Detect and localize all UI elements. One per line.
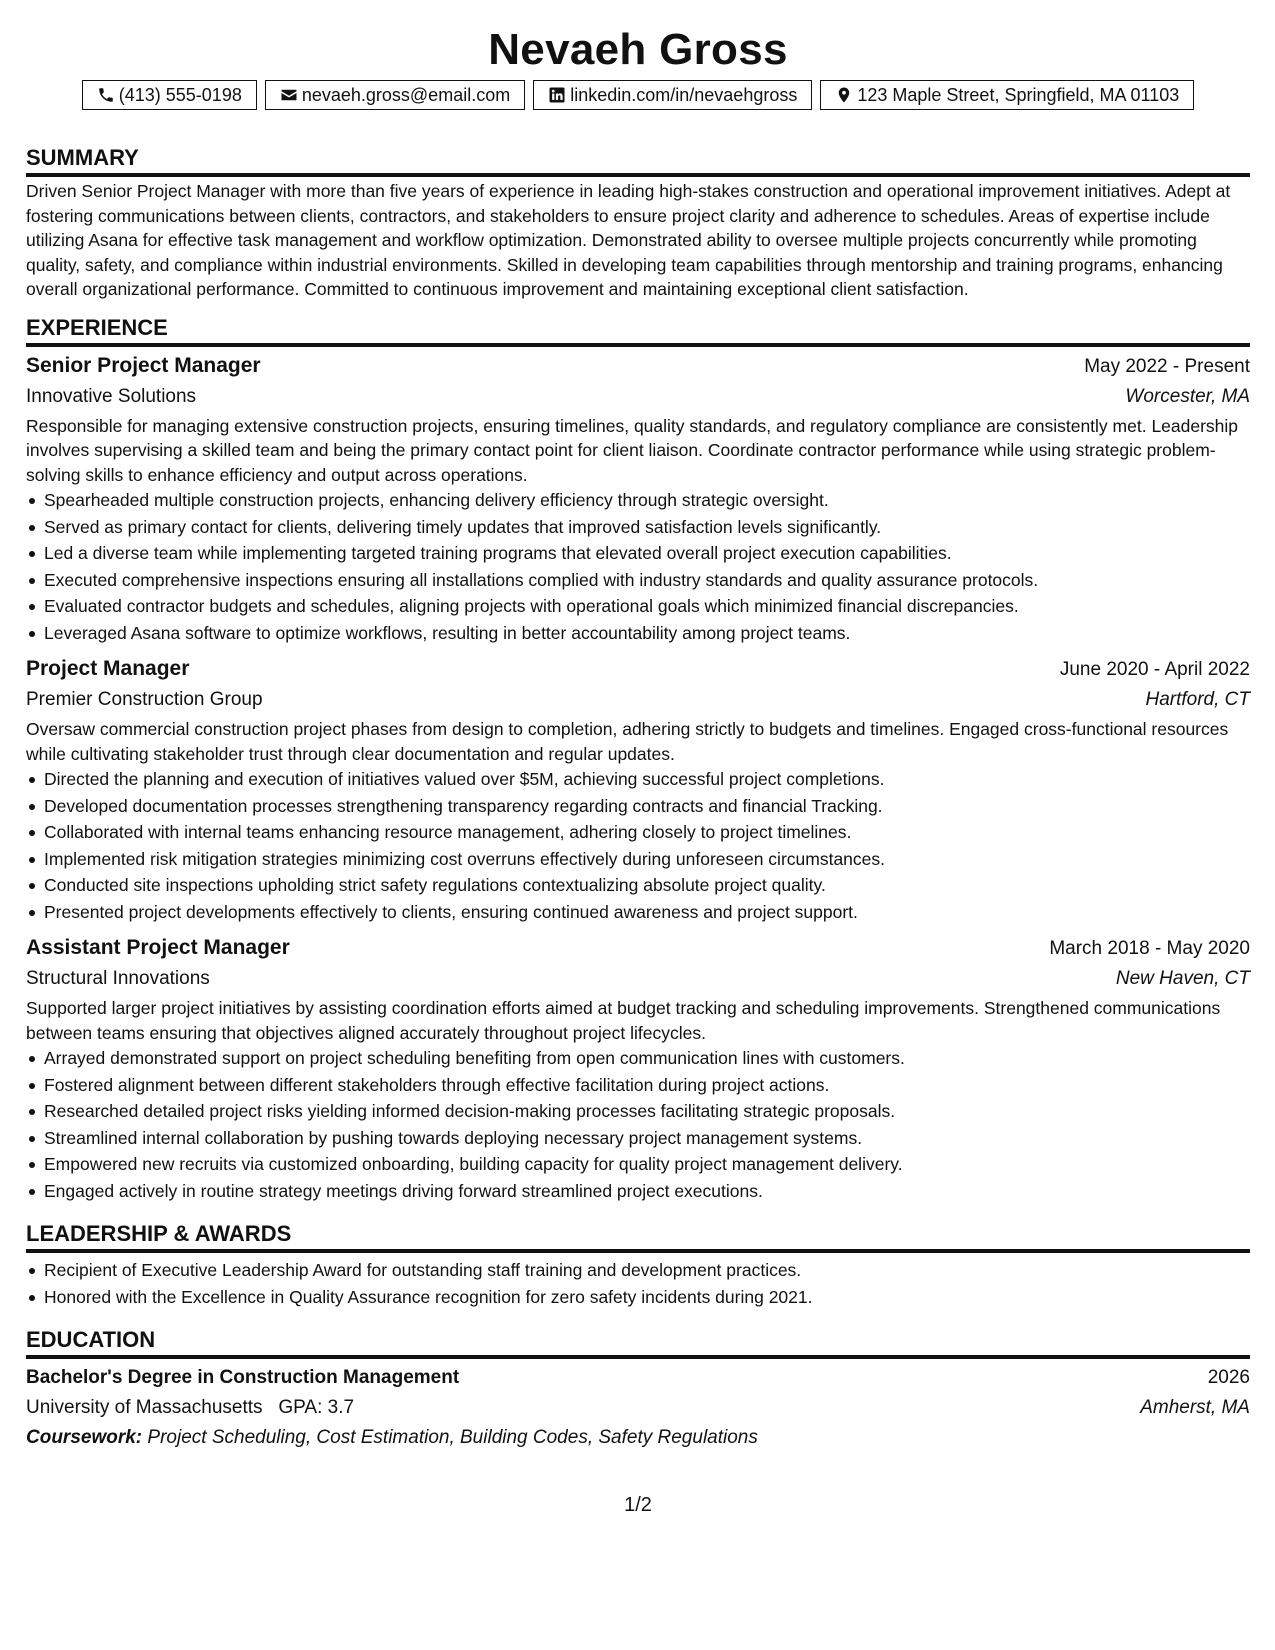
school-line [26, 1393, 354, 1423]
job-title: Project Manager [26, 657, 190, 680]
contact-address [820, 80, 1194, 110]
job-dates: May 2022 - Present [1084, 355, 1250, 377]
job-description: Supported larger project initiatives by assisting coordination efforts aimed at budget tracking and scheduling improvements. Strengthened communications between teams ensuring that objectives aligned accurately throughout project lifecycles. [26, 998, 1221, 1043]
bullet-item: Empowered new recruits via customized onboarding, building capacity for quality project management delivery. [44, 1151, 1250, 1178]
email-text: nevaeh.gross@email.com [301, 85, 511, 105]
job-title: Senior Project Manager [26, 353, 261, 377]
bullet-item: Served as primary contact for clients, delivering timely updates that improved satisfaction levels significantly. [44, 514, 1250, 541]
contact-email [265, 80, 525, 110]
bullet-item: Leveraged Asana software to optimize workflows, resulting in better accountability among project teams. [44, 620, 1250, 647]
summary-text: Driven Senior Project Manager with more than five years of experience in leading high-stakes construction and operational improvement initiatives. Adept at fostering communications between clients, contractors, and stakeholders to ensure project clarity and adherence to schedules. Areas of expertise include utilizing Asana for effective task management and workflow optimization. Demonstrated ability to oversee multiple projects concurrently while promoting quality, safety, and compliance within industrial environments. Skilled in developing team capabilities through mentorship and training programs, enhancing overall organizational performance. Committed to continuous improvement and maintaining exceptional client satisfaction. [26, 181, 1231, 299]
school-location: Amherst, MA [1140, 1397, 1250, 1418]
coursework-label: Coursework: [26, 1427, 143, 1448]
job-location: Hartford, CT [1145, 689, 1250, 710]
candidate-name: Nevaeh Gross [488, 25, 788, 74]
degree-name: Bachelor's Degree in Construction Management [26, 1367, 460, 1388]
company-name: Structural Innovations [26, 968, 210, 989]
graduation-year: 2026 [1207, 1367, 1250, 1388]
job-description: Responsible for managing extensive construction projects, ensuring timelines, quality standards, and regulatory compliance are consistently met. Leadership involves supervising a skilled team and being the primary contact point for client liaison. Coordinate contractor performance while using strategic problem-solving skills to enhance efficiency and output across operations. [26, 415, 1239, 485]
bullet-item: Recipient of Executive Leadership Award for outstanding staff training and development practices. [44, 1257, 1250, 1284]
experience-section [26, 314, 1250, 1205]
linkedin-icon [548, 86, 566, 104]
linkedin-text: linkedin.com/in/nevaehgross [570, 85, 798, 105]
bullet-item: Arrayed demonstrated support on project scheduling benefiting from open communication lines with customers. [44, 1045, 1250, 1072]
bullet-item: Implemented risk mitigation strategies minimizing cost overruns effectively during unforeseen circumstances. [44, 846, 1250, 873]
bullet-item: Developed documentation processes strengthening transparency regarding contracts and financial Tracking. [44, 793, 1250, 820]
bullet-item: Conducted site inspections upholding strict safety regulations contextualizing absolute project quality. [44, 872, 1250, 899]
job-bullets [26, 1045, 1250, 1204]
company-name: Premier Construction Group [26, 689, 263, 710]
contact-phone [82, 80, 257, 110]
job-bullets [26, 487, 1250, 646]
bullet-item: Engaged actively in routine strategy meetings driving forward streamlined project executions. [44, 1178, 1250, 1205]
bullet-item: Fostered alignment between different stakeholders through effective facilitation during project actions. [44, 1072, 1250, 1099]
contact-linkedin [533, 80, 812, 110]
job-dates: March 2018 - May 2020 [1049, 938, 1250, 959]
school-name: University of Massachusetts [26, 1397, 263, 1418]
leadership-section [26, 1220, 1250, 1310]
job-location: Worcester, MA [1125, 385, 1250, 407]
bullet-item: Honored with the Excellence in Quality Assurance recognition for zero safety incidents during 2021. [44, 1284, 1250, 1311]
coursework-list: Project Scheduling, Cost Estimation, Building Codes, Safety Regulations [147, 1427, 758, 1448]
bullet-item: Executed comprehensive inspections ensuring all installations complied with industry standards and quality assurance protocols. [44, 567, 1250, 594]
bullet-item: Led a diverse team while implementing targeted training programs that elevated overall project execution capabilities. [44, 540, 1250, 567]
section-title-experience: EXPERIENCE [26, 314, 1250, 347]
section-title-summary: SUMMARY [26, 144, 1250, 177]
bullet-item: Spearheaded multiple construction projects, enhancing delivery efficiency through strategic oversight. [44, 487, 1250, 514]
address-text: 123 Maple Street, Springfield, MA 01103 [857, 85, 1180, 105]
gpa: GPA: 3.7 [278, 1397, 355, 1418]
education-section [26, 1326, 1250, 1453]
bullet-item: Researched detailed project risks yielding informed decision-making processes facilitating strategic proposals. [44, 1098, 1250, 1125]
job-entry [26, 351, 1250, 647]
section-title-leadership: LEADERSHIP & AWARDS [26, 1220, 1250, 1253]
map-pin-icon [835, 86, 853, 104]
contact-bar [26, 80, 1250, 110]
phone-icon [97, 86, 115, 104]
job-dates: June 2020 - April 2022 [1059, 659, 1250, 680]
bullet-item: Collaborated with internal teams enhancing resource management, adhering closely to project timelines. [44, 819, 1250, 846]
job-entry [26, 654, 1250, 925]
job-description: Oversaw commercial construction project phases from design to completion, adhering strictly to budgets and timelines. Engaged cross-functional resources while cultivating stakeholder trust through clear documentation and regular updates. [26, 719, 1229, 764]
bullet-item: Presented project developments effectively to clients, ensuring continued awareness and project support. [44, 899, 1250, 926]
job-location: New Haven, CT [1115, 968, 1250, 989]
bullet-item: Streamlined internal collaboration by pushing towards deploying necessary project management systems. [44, 1125, 1250, 1152]
coursework [26, 1423, 1250, 1453]
bullet-item: Evaluated contractor budgets and schedules, aligning projects with operational goals which minimized financial discrepancies. [44, 593, 1250, 620]
leadership-bullets [26, 1257, 1250, 1310]
section-title-education: EDUCATION [26, 1326, 1250, 1359]
summary-section [26, 144, 1250, 302]
job-bullets [26, 766, 1250, 925]
page-number: 1/2 [624, 1494, 652, 1516]
job-title: Assistant Project Manager [26, 936, 290, 959]
resume-page [26, 0, 1250, 1650]
envelope-icon [280, 86, 298, 104]
phone-text: (413) 555-0198 [118, 85, 242, 105]
bullet-item: Directed the planning and execution of initiatives valued over $5M, achieving successful project completions. [44, 766, 1250, 793]
job-entry [26, 933, 1250, 1204]
company-name: Innovative Solutions [26, 385, 197, 407]
